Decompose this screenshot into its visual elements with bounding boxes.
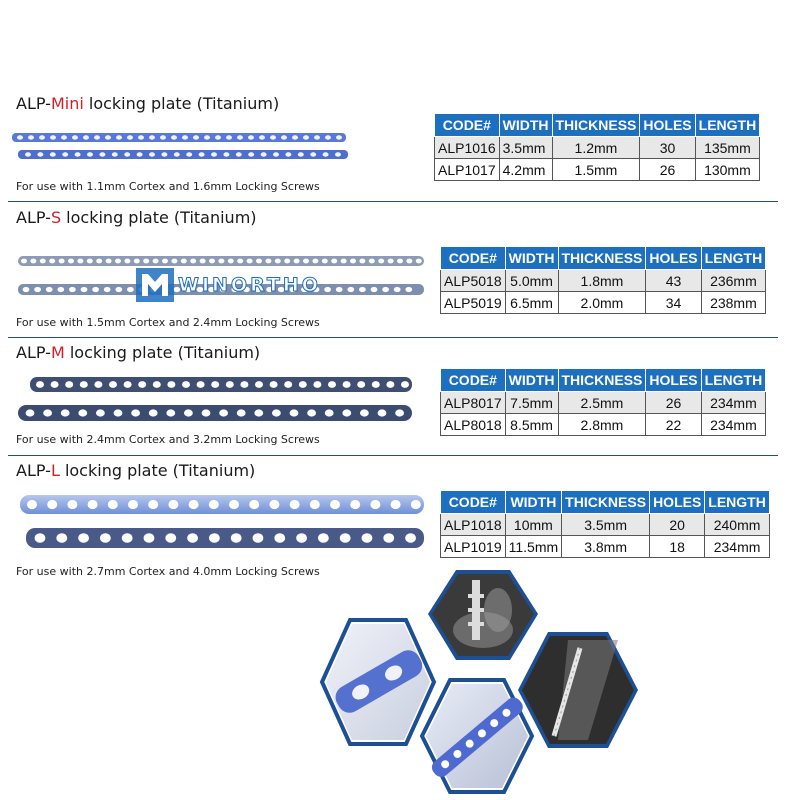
plate-hole — [219, 409, 228, 416]
plate-hole — [255, 381, 263, 388]
plate-hole — [223, 152, 229, 156]
plate-hole — [272, 409, 281, 416]
plate-hole — [96, 259, 102, 264]
plate-hole — [112, 152, 118, 156]
table-row: ALP1018 10mm 3.5mm 20 240mm — [441, 514, 770, 536]
plate-hole — [269, 500, 279, 509]
plate-hole — [298, 152, 304, 156]
plate-hole — [335, 152, 341, 156]
plate-hole — [325, 409, 334, 416]
plate-hole — [104, 287, 111, 292]
plate-hole — [347, 287, 354, 292]
plate-hole — [153, 259, 159, 264]
plate-hole — [391, 500, 401, 509]
plate-hole — [253, 533, 264, 543]
plate-hole — [181, 259, 187, 264]
table-row: ALP5019 6.5mm 2.0mm 34 238mm — [441, 292, 766, 314]
spec-table-mini — [434, 113, 760, 181]
plate-hole — [357, 381, 365, 388]
plate-hole — [209, 500, 219, 509]
plate-hole — [62, 152, 68, 156]
col-holes: HOLES — [640, 114, 695, 137]
plate-hole — [96, 409, 105, 416]
plate-hole — [281, 135, 287, 139]
plate-hole — [285, 152, 291, 156]
plate-hole — [148, 500, 158, 509]
section-title-s: ALP-S locking plate (Titanium) — [16, 208, 257, 227]
col-code: CODE# — [441, 369, 506, 392]
plate-hole — [21, 259, 27, 264]
plate-hole — [200, 259, 206, 264]
plate-hole — [265, 259, 271, 264]
spec-table-l — [440, 490, 770, 558]
plate-hole — [124, 381, 132, 388]
plate-hole — [69, 287, 76, 292]
col-thickness: THICKNESS — [562, 491, 650, 514]
plate-hole — [247, 259, 253, 264]
plate-hole — [83, 135, 89, 139]
plate-hole — [56, 533, 67, 543]
plate-hole — [273, 152, 279, 156]
col-code: CODE# — [435, 114, 500, 137]
plate-hole — [36, 381, 44, 388]
plate-hole — [292, 135, 298, 139]
plate-hole — [369, 259, 375, 264]
plate-hole — [144, 533, 155, 543]
plate-hole — [65, 381, 73, 388]
plate-hole — [171, 135, 177, 139]
plate-hole — [100, 533, 111, 543]
plate-hole — [405, 287, 412, 292]
plate-hole — [80, 381, 88, 388]
plate-hole — [40, 259, 46, 264]
plate-hole — [416, 259, 422, 264]
plate-hole — [28, 135, 34, 139]
plate-hole — [182, 381, 190, 388]
plate-hole — [43, 409, 52, 416]
plate-hole — [153, 381, 161, 388]
plate-hole — [270, 135, 276, 139]
plate-hole — [362, 533, 373, 543]
plate-hole — [167, 381, 175, 388]
col-thickness: THICKNESS — [558, 247, 646, 270]
plate-hole — [78, 533, 89, 543]
plate-hole — [303, 135, 309, 139]
plate-hole — [343, 381, 351, 388]
plate-hole — [330, 500, 340, 509]
plate-hole — [34, 287, 41, 292]
plate-hole — [26, 409, 35, 416]
plate-hole — [371, 287, 378, 292]
plate-hole — [39, 135, 45, 139]
hex-photo-plate-angled — [422, 680, 532, 792]
table-row: ALP5018 5.0mm 1.8mm 43 236mm — [441, 270, 766, 292]
plate-hole — [51, 381, 59, 388]
plate-hole — [382, 287, 389, 292]
section-title-m: ALP-M locking plate (Titanium) — [16, 343, 261, 362]
plate-hole — [138, 135, 144, 139]
plate-hole — [77, 259, 83, 264]
brand-watermark — [136, 268, 322, 302]
plate-hole — [313, 381, 321, 388]
plate-hole — [92, 287, 99, 292]
col-length: LENGTH — [705, 491, 770, 514]
plate-hole — [249, 500, 259, 509]
plate-hole — [325, 135, 331, 139]
plate-hole — [131, 409, 140, 416]
plate-hole — [215, 135, 221, 139]
hex-photo-bone-xray — [518, 632, 638, 748]
table-row: ALP8017 7.5mm 2.5mm 26 234mm — [441, 392, 766, 414]
plate-image-m — [16, 374, 414, 426]
plate-hole — [109, 381, 117, 388]
plate-hole — [108, 500, 118, 509]
plate-hole — [68, 259, 74, 264]
plate-hole — [370, 500, 380, 509]
plate-hole — [378, 409, 387, 416]
plate-hole — [143, 259, 149, 264]
plate-hole — [323, 152, 329, 156]
plate-hole — [341, 259, 347, 264]
plate-hole — [115, 287, 122, 292]
plate-hole — [237, 259, 243, 264]
plate-hole — [284, 259, 290, 264]
plate-hole — [46, 287, 53, 292]
plate-hole — [307, 409, 316, 416]
col-thickness: THICKNESS — [552, 114, 640, 137]
plate-hole — [359, 259, 365, 264]
plate-hole — [149, 409, 158, 416]
col-holes: HOLES — [650, 491, 705, 514]
plate-hole — [331, 259, 337, 264]
plate-hole — [226, 381, 234, 388]
plate-hole — [406, 259, 412, 264]
divider — [8, 455, 778, 456]
plate-hole — [197, 381, 205, 388]
plate-hole — [328, 381, 336, 388]
plate-hole — [229, 500, 239, 509]
plate-hole — [50, 152, 56, 156]
plate-hole — [360, 409, 369, 416]
plate-hole — [294, 259, 300, 264]
table-row: ALP1017 4.2mm 1.5mm 26 130mm — [435, 159, 760, 181]
plate-hole — [105, 135, 111, 139]
plate-hole — [270, 381, 278, 388]
plate-hole — [94, 135, 100, 139]
plate-hole — [57, 287, 64, 292]
col-width: WIDTH — [505, 369, 558, 392]
plate-hole — [182, 135, 188, 139]
plate-hole — [94, 381, 102, 388]
plate-hole — [388, 259, 394, 264]
plate-hole — [322, 259, 328, 264]
col-holes: HOLES — [646, 369, 701, 392]
plate-hole — [138, 381, 146, 388]
table-row: ALP1016 3.5mm 1.2mm 30 135mm — [435, 137, 760, 159]
plate-hole — [336, 287, 343, 292]
hex-photo-pelvis-xray — [428, 570, 538, 660]
plate-hole — [149, 152, 155, 156]
plate-hole — [290, 500, 300, 509]
table-row: ALP8018 8.5mm 2.8mm 22 234mm — [441, 414, 766, 436]
plate-hole — [166, 409, 175, 416]
plate-hole — [310, 152, 316, 156]
plate-hole — [256, 259, 262, 264]
plate-hole — [299, 381, 307, 388]
plate-hole — [211, 152, 217, 156]
plate-hole — [35, 533, 46, 543]
col-length: LENGTH — [695, 114, 760, 137]
col-width: WIDTH — [499, 114, 552, 137]
plate-hole — [237, 135, 243, 139]
brand-logo-icon — [136, 268, 174, 302]
col-width: WIDTH — [505, 247, 558, 270]
plate-hole — [61, 135, 67, 139]
plate-hole — [259, 135, 265, 139]
plate-hole — [290, 409, 299, 416]
plate-hole — [127, 287, 134, 292]
plate-hole — [78, 409, 87, 416]
plate-hole — [189, 500, 199, 509]
plate-hole — [168, 500, 178, 509]
divider — [8, 337, 778, 338]
plate-hole — [137, 152, 143, 156]
plate-hole — [47, 500, 57, 509]
table-row: ALP1019 11.5mm 3.8mm 18 234mm — [441, 536, 770, 558]
plate-hole — [209, 259, 215, 264]
spec-table-s — [440, 246, 766, 314]
brand-name: WINORTHO — [178, 274, 321, 296]
plate-hole — [209, 533, 220, 543]
plate-hole — [87, 152, 93, 156]
plate-hole — [211, 381, 219, 388]
plate-hole — [405, 533, 416, 543]
plate-hole — [67, 500, 77, 509]
plate-hole — [386, 381, 394, 388]
plate-hole — [87, 259, 93, 264]
plate-hole — [395, 409, 404, 416]
screw-note-m: For use with 2.4mm Cortex and 3.2mm Locking Screws — [16, 433, 320, 446]
plate-hole — [124, 152, 130, 156]
plate-image-mini — [10, 130, 350, 164]
plate-hole — [199, 152, 205, 156]
plate-hole — [372, 381, 380, 388]
plate-hole — [324, 287, 331, 292]
plate-hole — [116, 135, 122, 139]
section-title-mini: ALP-Mini locking plate (Titanium) — [16, 94, 280, 113]
plate-hole — [88, 500, 98, 509]
plate-hole — [81, 287, 88, 292]
plate-hole — [296, 533, 307, 543]
section-title-l: ALP-L locking plate (Titanium) — [16, 461, 256, 480]
plate-hole — [236, 152, 242, 156]
screw-note-s: For use with 1.5mm Cortex and 2.4mm Locking Screws — [16, 316, 320, 329]
plate-hole — [72, 135, 78, 139]
plate-hole — [106, 259, 112, 264]
plate-hole — [17, 135, 23, 139]
plate-hole — [37, 152, 43, 156]
plate-hole — [114, 409, 123, 416]
plate-hole — [342, 409, 351, 416]
plate-hole — [401, 381, 409, 388]
plate-hole — [218, 259, 224, 264]
plate-hole — [303, 259, 309, 264]
plate-hole — [314, 135, 320, 139]
plate-hole — [350, 500, 360, 509]
plate-hole — [261, 152, 267, 156]
plate-hole — [75, 152, 81, 156]
plate-hole — [340, 533, 351, 543]
plate-hole — [160, 135, 166, 139]
col-code: CODE# — [441, 247, 506, 270]
col-width: WIDTH — [505, 491, 562, 514]
col-length: LENGTH — [701, 369, 766, 392]
plate-hole — [134, 259, 140, 264]
plate-hole — [174, 152, 180, 156]
plate-hole — [350, 259, 356, 264]
plate-hole — [27, 500, 37, 509]
plate-hole — [59, 259, 65, 264]
divider — [8, 201, 778, 202]
col-length: LENGTH — [701, 247, 766, 270]
plate-hole — [193, 135, 199, 139]
plate-hole — [30, 259, 36, 264]
plate-hole — [237, 409, 246, 416]
plate-hole — [149, 135, 155, 139]
plate-hole — [231, 533, 242, 543]
plate-hole — [248, 135, 254, 139]
plate-hole — [378, 259, 384, 264]
plate-hole — [50, 135, 56, 139]
screw-note-mini: For use with 1.1mm Cortex and 1.6mm Locking Screws — [16, 180, 320, 193]
plate-hole — [228, 259, 234, 264]
plate-hole — [310, 500, 320, 509]
plate-hole — [49, 259, 55, 264]
plate-hole — [165, 533, 176, 543]
plate-image-l — [18, 492, 428, 554]
plate-hole — [248, 152, 254, 156]
plate-hole — [275, 259, 281, 264]
plate-hole — [284, 381, 292, 388]
plate-hole — [171, 259, 177, 264]
plate-hole — [115, 259, 121, 264]
plate-hole — [23, 287, 30, 292]
plate-hole — [99, 152, 105, 156]
plate-hole — [411, 500, 421, 509]
col-code: CODE# — [441, 491, 506, 514]
plate-hole — [162, 259, 168, 264]
plate-hole — [204, 135, 210, 139]
screw-note-l: For use with 2.7mm Cortex and 4.0mm Locking Screws — [16, 565, 320, 578]
plate-hole — [122, 533, 133, 543]
plate-hole — [128, 500, 138, 509]
plate-hole — [254, 409, 263, 416]
plate-hole — [240, 381, 248, 388]
plate-hole — [312, 259, 318, 264]
hex-photo-plate-closeup — [322, 620, 434, 744]
plate-hole — [202, 409, 211, 416]
plate-hole — [127, 135, 133, 139]
plate-hole — [359, 287, 366, 292]
plate-hole — [336, 135, 342, 139]
spec-table-m — [440, 368, 766, 436]
plate-hole — [394, 287, 401, 292]
plate-hole — [318, 533, 329, 543]
plate-hole — [187, 533, 198, 543]
plate-hole — [186, 152, 192, 156]
plate-hole — [61, 409, 70, 416]
plate-hole — [124, 259, 130, 264]
plate-hole — [397, 259, 403, 264]
plate-hole — [383, 533, 394, 543]
plate-hole — [226, 135, 232, 139]
plate-hole — [190, 259, 196, 264]
plate-hole — [161, 152, 167, 156]
application-collage — [318, 570, 658, 798]
col-thickness: THICKNESS — [558, 369, 646, 392]
plate-hole — [25, 152, 31, 156]
plate-hole — [184, 409, 193, 416]
plate-hole — [274, 533, 285, 543]
col-holes: HOLES — [646, 247, 701, 270]
